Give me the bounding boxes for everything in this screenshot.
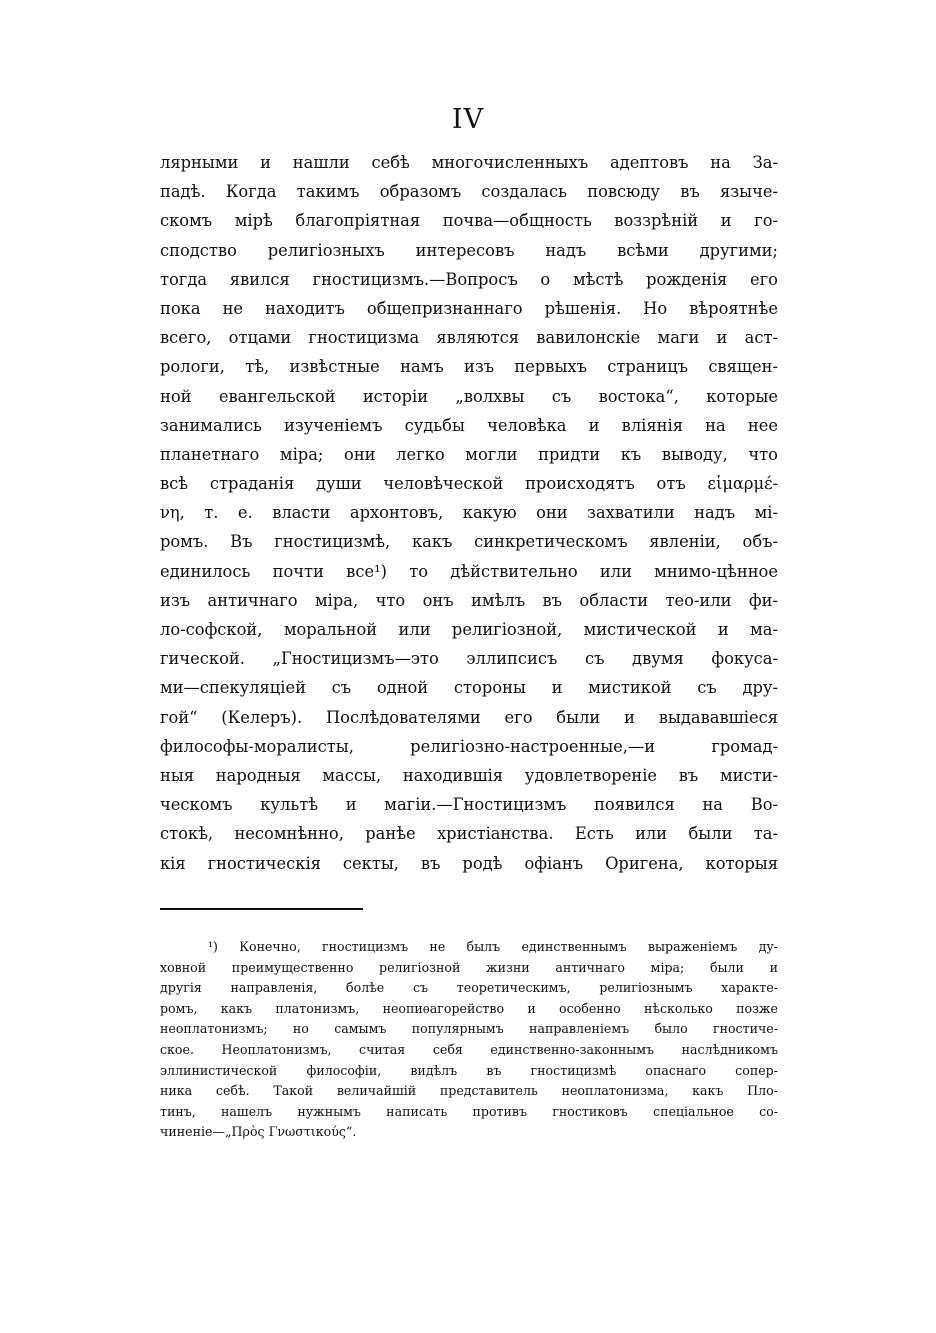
text-line: кія гностическія секты, въ родѣ офіанъ Оригена, которыя xyxy=(160,853,778,873)
footnote-line: ромъ, какъ платонизмъ, неопиѳагорейство и особенно нѣсколько позже xyxy=(160,1000,778,1016)
text-line: ми—спекуляціей съ одной стороны и мистикой съ дру- xyxy=(160,678,778,698)
text-line: νη, т. е. власти архонтовъ, какую они захватили надъ мі- xyxy=(160,503,778,523)
text-line: всѣ страданія души человѣческой происходятъ отъ εἱμαρμέ- xyxy=(160,474,778,494)
text-line: ной евангельской исторіи „волхвы съ востока“, которые xyxy=(160,386,778,406)
text-line: ческомъ культѣ и магіи.—Гностицизмъ появился на Во- xyxy=(160,795,778,815)
text-line: ло-софской, моральной или религіозной, мистической и ма- xyxy=(160,620,778,639)
text-line: планетнаго міра; они легко могли придти къ выводу, что xyxy=(160,444,778,464)
text-line: изъ античнаго міра, что онъ имѣлъ въ области тео-или фи- xyxy=(160,590,778,610)
footnote-line: ское. Неоплатонизмъ, считая себя единственно-законнымъ наслѣдникомъ xyxy=(160,1041,778,1057)
footnote-line: ховной преимущественно религіозной жизни античнаго міра; были и xyxy=(160,959,778,975)
footnote-divider xyxy=(160,908,363,910)
footnote-line: ¹) Конечно, гностицизмъ не былъ единственнымъ выраженіемъ ду- xyxy=(208,939,778,954)
main-text xyxy=(160,148,778,878)
text-line: скомъ мірѣ благопріятная почва—общность воззрѣній и го- xyxy=(160,211,778,231)
footnote-line: эллинистической философіи, видѣлъ въ гностицизмѣ опаснаго сопер- xyxy=(160,1062,778,1078)
text-line: лярными и нашли себѣ многочисленныхъ адептовъ на За- xyxy=(160,153,778,172)
footnote-line: чиненіе—„Πρὸς Γνωστικούς“. xyxy=(160,1124,357,1140)
text-line: ныя народныя массы, находившія удовлетвореніе въ мисти- xyxy=(160,765,778,785)
text-line: падѣ. Когда такимъ образомъ создалась повсюду въ языче- xyxy=(160,182,778,202)
footnote-line: другія направленія, болѣе съ теоретическимъ, религіознымъ характе- xyxy=(160,980,778,996)
text-line: стокѣ, несомнѣнно, ранѣе христіанства. Есть или были та- xyxy=(160,824,778,844)
text-line: всего, отцами гностицизма являются вавилонскіе маги и аст- xyxy=(160,328,778,348)
text-line: пока не находитъ общепризнаннаго рѣшенія. Но вѣроятнѣе xyxy=(160,298,778,318)
text-line: единилось почти все¹) то дѣйствительно или мнимо-цѣнное xyxy=(160,561,778,581)
text-line: гической. „Гностицизмъ—это эллипсисъ съ двумя фокуса- xyxy=(160,649,778,669)
text-line: ромъ. Въ гностицизмѣ, какъ синкретическомъ явленіи, объ- xyxy=(160,532,778,552)
text-line: сподство религіозныхъ интересовъ надъ всѣми другими; xyxy=(160,240,778,260)
text-line: рологи, тѣ, извѣстные намъ изъ первыхъ страницъ священ- xyxy=(160,357,778,377)
page-number: IV xyxy=(451,104,485,135)
text-line: философы-моралисты, религіозно-настроенные,—и громад- xyxy=(160,736,778,756)
footnote xyxy=(160,937,778,1143)
text-line: тогда явился гностицизмъ.—Вопросъ о мѣстѣ рожденія его xyxy=(160,269,778,289)
footnote-line: неоплатонизмъ; но самымъ популярнымъ направленіемъ было гностиче- xyxy=(160,1021,778,1037)
text-line: занимались изученіемъ судьбы человѣка и вліянія на нее xyxy=(160,415,778,435)
footnote-line: тинъ, нашелъ нужнымъ написать противъ гностиковъ спеціальное со- xyxy=(160,1103,778,1119)
footnote-line: ника себѣ. Такой величайшій представитель неоплатонизма, какъ Пло- xyxy=(160,1083,778,1099)
text-line: гой“ (Келеръ). Послѣдователями его были и выдававшіеся xyxy=(160,707,778,727)
